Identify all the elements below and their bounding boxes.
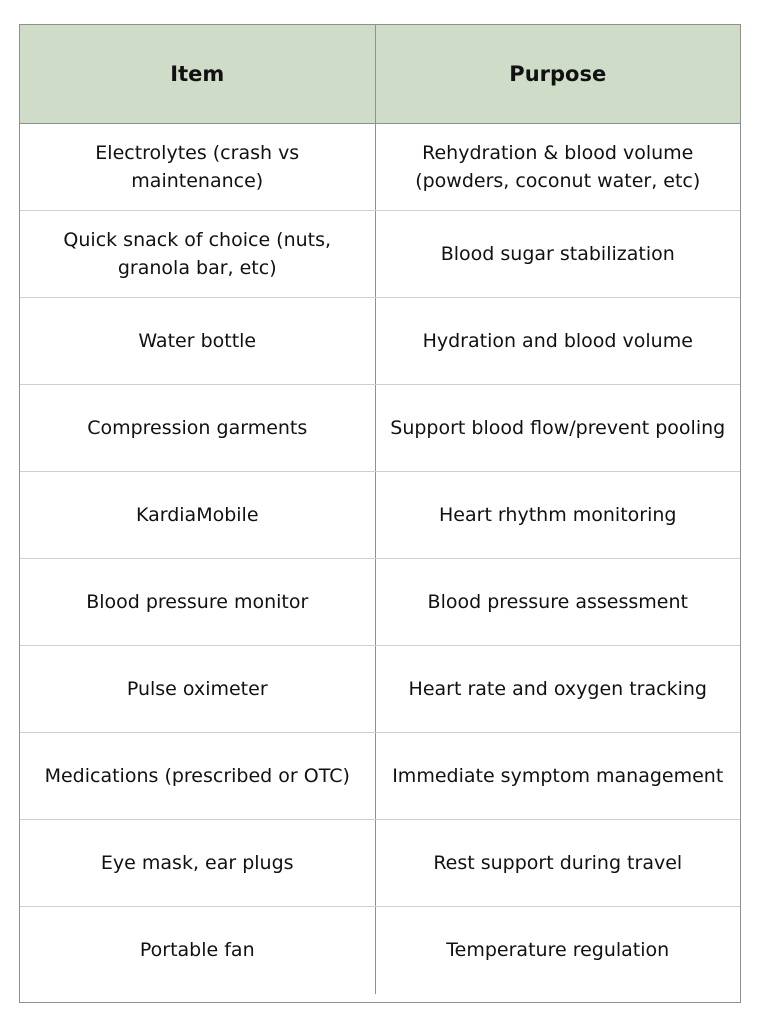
- table-row: [20, 472, 740, 559]
- purpose-cell: Immediate symptom management: [375, 733, 740, 820]
- table-row: [20, 646, 740, 733]
- purpose-cell: Support blood flow/prevent pooling: [375, 385, 740, 472]
- item-cell: Pulse oximeter: [20, 646, 375, 733]
- table-row: [20, 559, 740, 646]
- table-row: [20, 124, 740, 211]
- table-row: [20, 211, 740, 298]
- item-cell: Water bottle: [20, 298, 375, 385]
- items-table: [20, 25, 740, 994]
- table-row: [20, 298, 740, 385]
- purpose-cell: Hydration and blood volume: [375, 298, 740, 385]
- item-cell: Medications (prescribed or OTC): [20, 733, 375, 820]
- items-table-container: [19, 24, 741, 1003]
- item-cell: Portable fan: [20, 907, 375, 994]
- item-cell: Blood pressure monitor: [20, 559, 375, 646]
- table-header-row: [20, 25, 740, 124]
- purpose-cell: Rest support during travel: [375, 820, 740, 907]
- item-cell: Eye mask, ear plugs: [20, 820, 375, 907]
- table-row: [20, 820, 740, 907]
- item-cell: Compression garments: [20, 385, 375, 472]
- item-cell: Electrolytes (crash vs maintenance): [20, 124, 375, 211]
- purpose-cell: Rehydration & blood volume (powders, coconut water, etc): [375, 124, 740, 211]
- table-row: [20, 385, 740, 472]
- purpose-cell: Temperature regulation: [446, 939, 670, 962]
- purpose-cell: Blood pressure assessment: [375, 559, 740, 646]
- table-row: [20, 907, 740, 994]
- item-cell: Quick snack of choice (nuts, granola bar, etc): [20, 211, 375, 298]
- header-purpose: Purpose: [375, 25, 740, 124]
- table-row: [20, 733, 740, 820]
- purpose-cell: Heart rate and oxygen tracking: [375, 646, 740, 733]
- item-cell: KardiaMobile: [20, 472, 375, 559]
- purpose-cell: Heart rhythm monitoring: [375, 472, 740, 559]
- purpose-cell: Blood sugar stabilization: [375, 211, 740, 298]
- header-item: Item: [20, 25, 375, 124]
